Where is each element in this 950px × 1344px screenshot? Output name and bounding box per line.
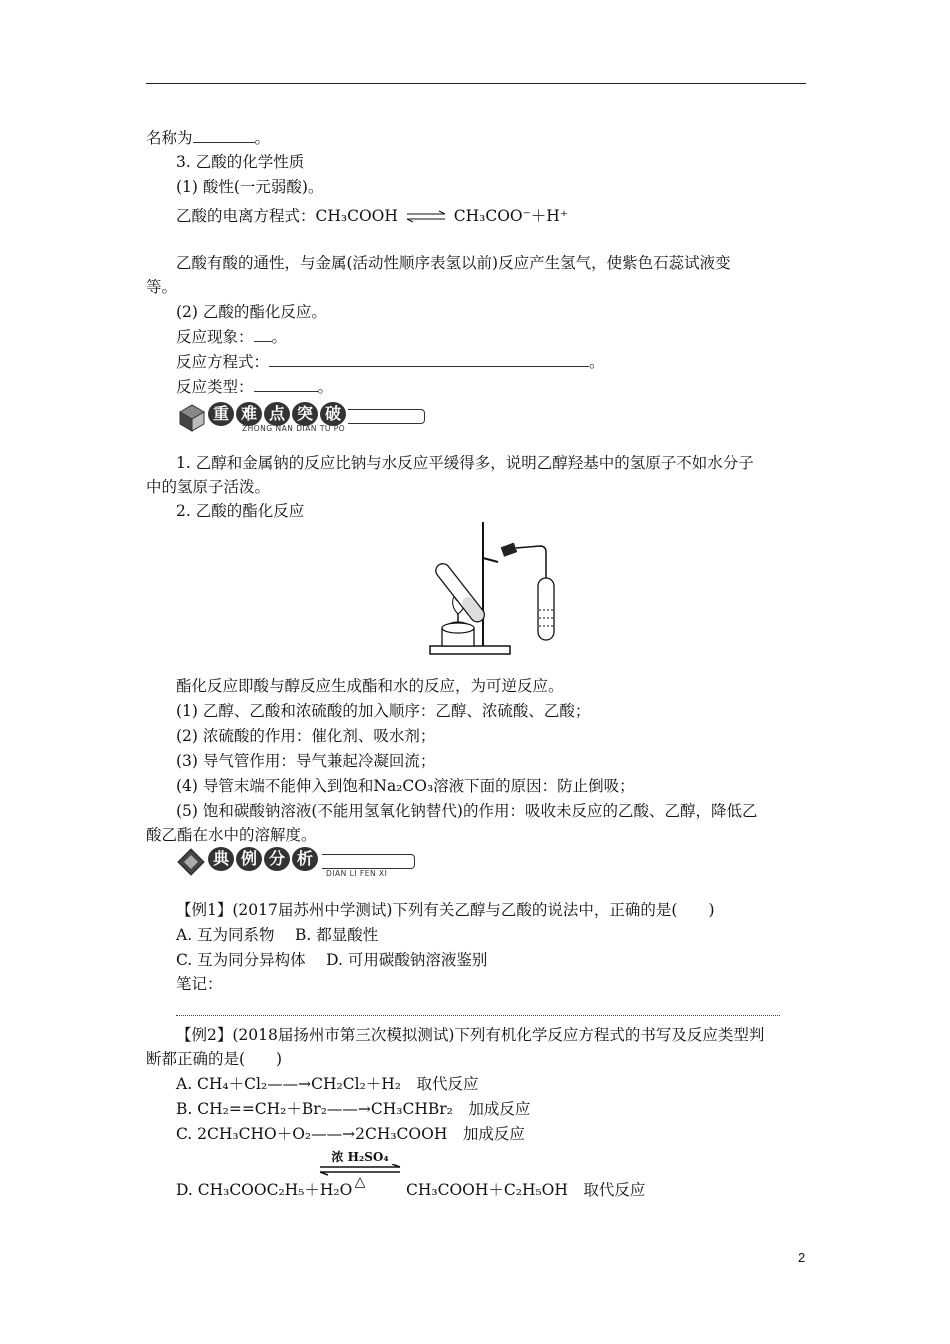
example-2: 【例2】(2018届扬州市第三次模拟测试)下列有机化学反应方程式的书写及反应类型判 [176,1026,765,1044]
ionization-equation: 乙酸的电离方程式：CH₃COOH CH₃COO⁻＋H⁺ [176,207,569,225]
note-1: (1) 乙醇、乙酸和浓硫酸的加入顺序：乙醇、浓硫酸、乙酸； [176,702,591,720]
point-1: 1. 乙醇和金属钠的反应比钠与水反应平缓得多，说明乙醇羟基中的氢原子不如水分子 [176,454,754,472]
line-name: 名称为 。 [146,129,271,147]
banner-char: 破 [320,402,346,426]
phenomenon-line: 反应现象： 。 [176,328,288,346]
acid-properties-cont: 等。 [146,278,178,296]
banner-examples [176,847,426,881]
banner-char: 点 [264,402,290,426]
banner-char: 难 [236,402,262,426]
banner-char: 典 [208,847,234,871]
example-1: 【例1】(2017届苏州中学测试)下列有关乙醇与乙酸的说法中，正确的是( ) [176,901,715,919]
condition-top: 浓 H₂SO₄ [331,1150,389,1164]
banner-char: 分 [264,847,290,871]
example-2-option-a: A. CH₄＋Cl₂——→CH₂Cl₂＋H₂ 取代反应 [176,1075,479,1093]
cube-icon [176,402,208,432]
condition-bottom: △ [354,1174,366,1190]
point-2: 2. 乙酸的酯化反应 [176,502,305,520]
example-1-option-ab: A. 互为同系物 B. 都显酸性 [176,926,379,944]
diamond-icon [176,847,206,877]
banner-char: 析 [292,847,318,871]
example-1-option-cd: C. 互为同分异构体 D. 可用碳酸钠溶液鉴别 [176,951,488,969]
example-2-option-b: B. CH₂==CH₂＋Br₂——→CH₃CHBr₂ 加成反应 [176,1100,531,1118]
section-3-title: 3. 乙酸的化学性质 [176,153,305,171]
banner-key-points [176,402,426,436]
acid-properties-text: 乙酸有酸的通性，与金属(活动性顺序表氢以前)反应产生氢气，使紫色石蕊试液变 [176,254,731,272]
esterification-heading: (2) 乙酸的酯化反应。 [176,303,327,321]
example-2-option-d: D. CH₃COOC₂H₅＋H₂O [176,1181,353,1199]
banner-char: 重 [208,402,234,426]
esterification-def: 酯化反应即酸与醇反应生成酯和水的反应，为可逆反应。 [176,677,564,695]
page-number: 2 [798,1250,806,1265]
equation-line: 反应方程式： 。 [176,353,605,371]
acidity-heading: (1) 酸性(一元弱酸)。 [176,178,324,196]
banner-char: 突 [292,402,318,426]
reaction-condition [318,1148,402,1194]
example-2-option-c: C. 2CH₃CHO＋O₂——→2CH₃COOH 加成反应 [176,1125,525,1143]
header-rule [146,83,806,84]
reversible-arrow-icon [405,210,447,224]
note-5-cont: 酸乙酯在水中的溶解度。 [146,826,317,844]
note-2: (2) 浓硫酸的作用：催化剂、吸水剂； [176,727,436,745]
example-2-option-d-products: CH₃COOH＋C₂H₅OH 取代反应 [406,1181,646,1199]
banner-char: 例 [236,847,262,871]
note-3: (3) 导气管作用：导气兼起冷凝回流； [176,752,436,770]
notes-rule [176,1015,780,1016]
type-line: 反应类型： 。 [176,378,334,396]
example-2-cont: 断都正确的是( ) [146,1050,283,1068]
notes-label: 笔记： [176,975,223,993]
point-1-cont: 中的氢原子活泼。 [146,478,271,496]
banner-pinyin: DIAN LI FEN XI [326,869,388,878]
note-4: (4) 导管末端不能伸入到饱和Na₂CO₃溶液下面的原因：防止倒吸； [176,777,635,795]
note-5: (5) 饱和碳酸钠溶液(不能用氢氧化钠替代)的作用：吸收未反应的乙酸、乙醇，降低乙 [176,802,758,820]
banner-pinyin: ZHONG NAN DIAN TU PO [242,424,346,433]
esterification-apparatus-diagram [428,518,608,658]
